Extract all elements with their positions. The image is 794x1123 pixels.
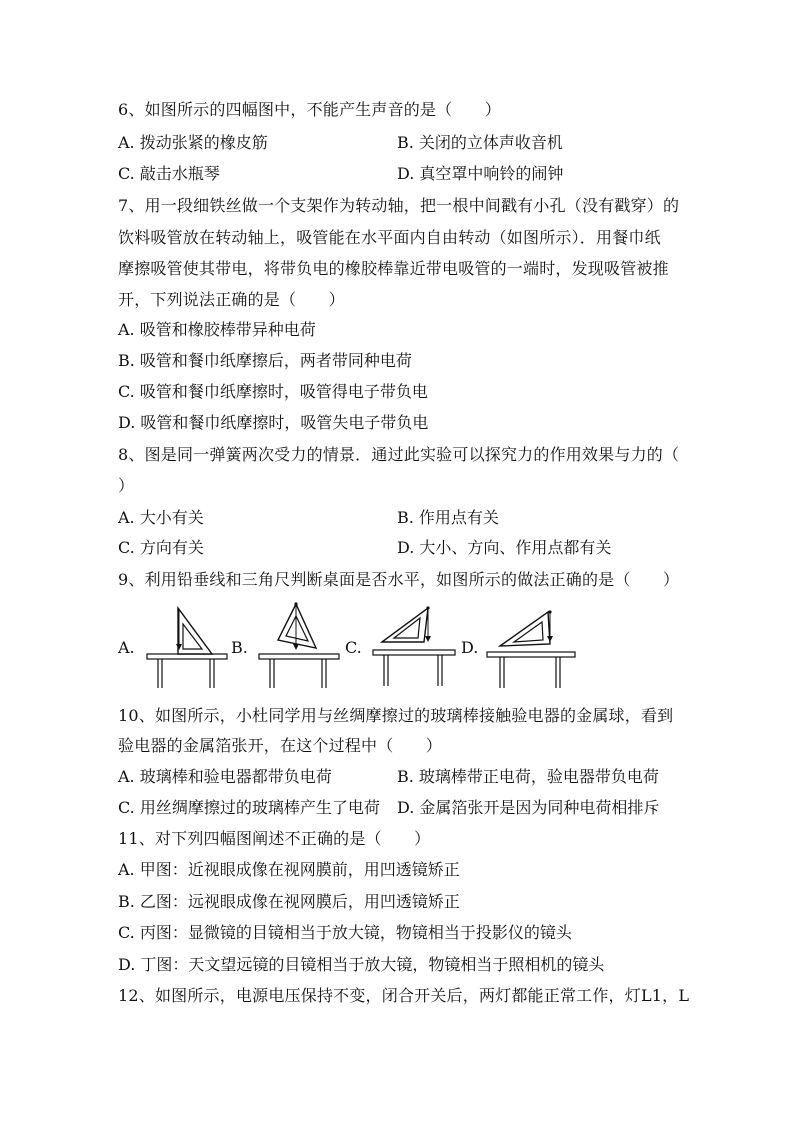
q7-stem-line4: 开，下列说法正确的是（ ） [118, 290, 345, 309]
q11-option-b: B. 乙图：远视眼成像在视网膜后，用凹透镜矫正 [118, 892, 460, 911]
q7-stem-line1: 7、用一段细铁丝做一个支架作为转动轴，把一根中间戳有小孔（没有戳穿）的 [118, 196, 680, 215]
q7-option-a: A. 吸管和橡胶棒带异种电荷 [118, 320, 316, 339]
q9-figure-c [372, 598, 456, 690]
q10-option-c: C. 用丝绸摩擦过的玻璃棒产生了电荷 [118, 798, 380, 817]
q9-figure-a [146, 598, 228, 690]
q8-stem-line1: 8、图是同一弹簧两次受力的情景．通过此实验可以探究力的作用效果与力的（ [118, 445, 680, 464]
q10-stem-line2: 验电器的金属箔张开，在这个过程中（ ） [118, 736, 443, 755]
q6-option-c: C. 敲击水瓶琴 [118, 164, 220, 183]
q8-option-a: A. 大小有关 [118, 508, 204, 527]
q6-option-a: A. 拨动张紧的橡皮筋 [118, 133, 268, 152]
q7-stem-line2: 饮料吸管放在转动轴上，吸管能在水平面内自由转动（如图所示）．用餐巾纸 [118, 228, 661, 247]
q7-option-c: C. 吸管和餐巾纸摩擦时，吸管得电子带负电 [118, 382, 428, 401]
q6-option-d: D. 真空罩中响铃的闹钟 [397, 164, 564, 183]
q9-figure-d [486, 598, 576, 690]
q8-stem-line2: ） [118, 476, 135, 495]
q7-option-b: B. 吸管和餐巾纸摩擦后，两者带同种电荷 [118, 351, 412, 370]
q11-option-c: C. 丙图：显微镜的目镜相当于放大镜，物镜相当于投影仪的镜头 [118, 923, 572, 942]
q6-option-b: B. 关闭的立体声收音机 [397, 133, 563, 152]
q9-figure-b [258, 598, 340, 690]
q7-stem-line3: 摩擦吸管使其带电，将带负电的橡胶棒靠近带电吸管的一端时，发现吸管被推 [118, 259, 669, 278]
q8-option-b: B. 作用点有关 [397, 508, 499, 527]
q9-figure-a-label: A. [118, 638, 135, 657]
q9-figure-c-label: C. [345, 638, 362, 657]
q6-stem: 6、如图所示的四幅图中，不能产生声音的是（ ） [118, 100, 501, 119]
q9-figure-d-label: D. [461, 638, 479, 657]
q12-stem-line1: 12、如图所示，电源电压保持不变，闭合开关后，两灯都能正常工作，灯L1，L [118, 986, 690, 1005]
q8-option-c: C. 方向有关 [118, 538, 204, 557]
q10-option-a: A. 玻璃棒和验电器都带负电荷 [118, 767, 332, 786]
q9-figure-b-label: B. [231, 638, 248, 657]
q8-option-d: D. 大小、方向、作用点都有关 [397, 538, 612, 557]
q7-option-d: D. 吸管和餐巾纸摩擦时，吸管失电子带负电 [118, 413, 429, 432]
q11-option-a: A. 甲图：近视眼成像在视网膜前，用凹透镜矫正 [118, 860, 460, 879]
q11-option-d: D. 丁图：天文望远镜的目镜相当于放大镜，物镜相当于照相机的镜头 [118, 955, 605, 974]
q10-option-d: D. 金属箔张开是因为同种电荷相排斥 [397, 798, 660, 817]
q9-stem: 9、利用铅垂线和三角尺判断桌面是否水平，如图所示的做法正确的是（ ） [118, 570, 680, 589]
q10-option-b: B. 玻璃棒带正电荷，验电器带负电荷 [397, 767, 659, 786]
q9-figures [118, 598, 678, 694]
q10-stem-line1: 10、如图所示，小杜同学用与丝绸摩擦过的玻璃棒接触验电器的金属球，看到 [118, 706, 674, 725]
q11-stem: 11、对下列四幅图阐述不正确的是（ ） [118, 829, 431, 848]
